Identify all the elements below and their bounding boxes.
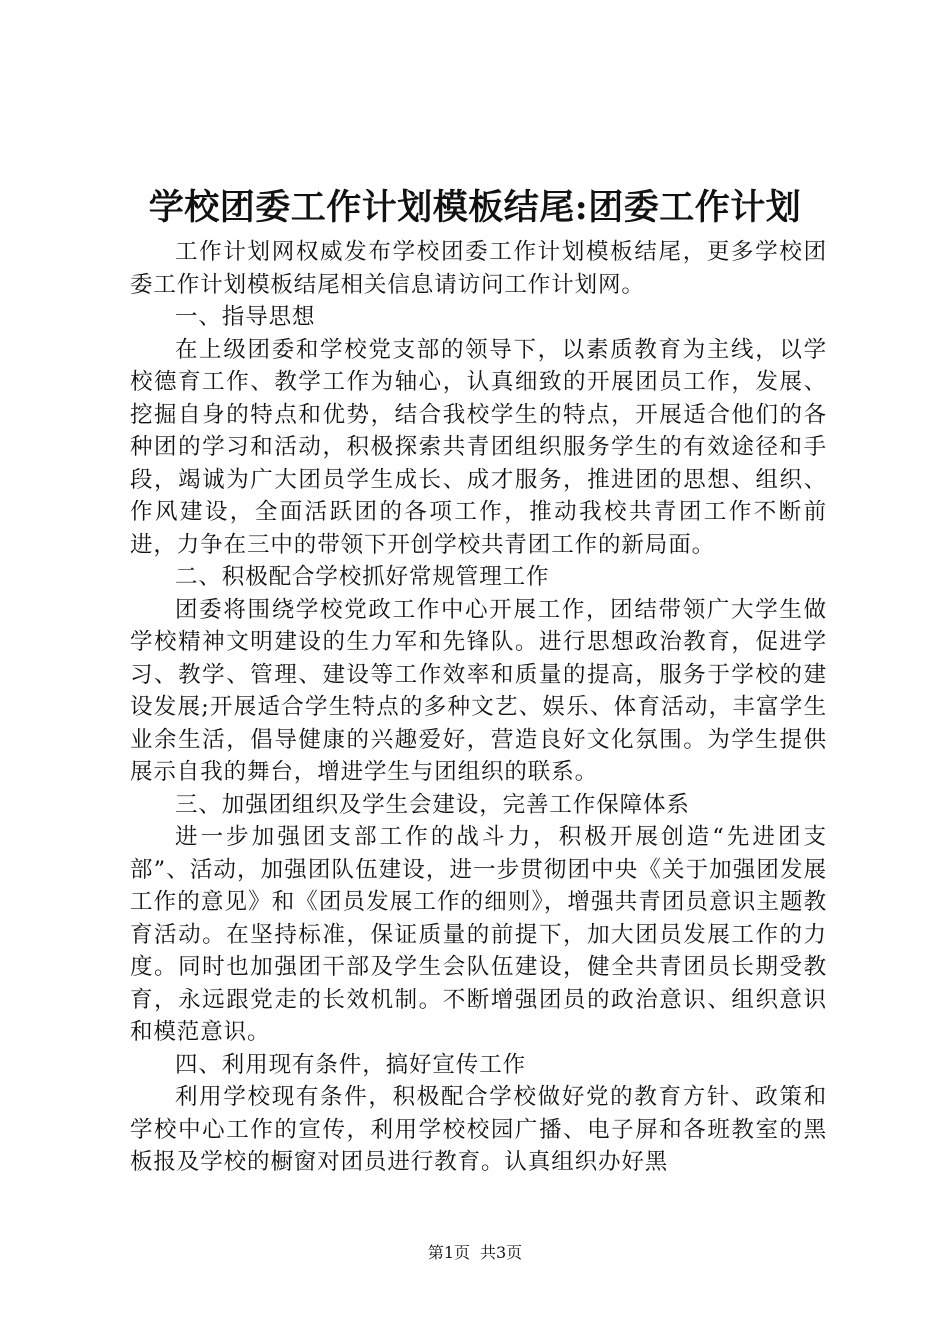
page-total: 共3页 (480, 1243, 523, 1262)
section-body-4: 利用学校现有条件，积极配合学校做好党的教育方针、政策和学校中心工作的宣传，利用学校校园广播、电子屏和各班教室的黑板报及学校的橱窗对团员进行教育。认真组织办好黑 (130, 1084, 827, 1175)
page-title: 学校团委工作计划模板结尾:团委工作计划 (148, 187, 802, 228)
intro-paragraph: 工作计划网权威发布学校团委工作计划模板结尾，更多学校团委工作计划模板结尾相关信息请访问工作计划网。 (130, 239, 827, 298)
page-footer (0, 1243, 950, 1263)
section-body-3: 进一步加强团支部工作的战斗力，积极开展创造“先进团支部”、活动，加强团队伍建设，进一步贯彻团中央《关于加强团发展工作的意见》和《团员发展工作的细则》，增强共青团员意识主题教育活动。在坚持标准，保证质量的前提下，加大团员发展工作的力度。同时也加强团干部及学生会队伍建设，健全共青团员长期受教育，永远跟党走的长效机制。不断增强团员的政治意识、组织意识和模范意识。 (130, 824, 827, 1045)
page-number: 第1页 (427, 1243, 470, 1262)
document-body (130, 236, 827, 1179)
section-heading-1: 一、指导思想 (175, 304, 316, 330)
section-heading-4: 四、利用现有条件，搞好宣传工作 (175, 1051, 527, 1078)
section-heading-3: 三、加强团组织及学生会建设，完善工作保障体系 (175, 791, 690, 818)
section-heading-2: 二、积极配合学校抓好常规管理工作 (175, 564, 550, 590)
section-body-2: 团委将围绕学校党政工作中心开展工作，团结带领广大学生做学校精神文明建设的生力军和先锋队。进行思想政治教育，促进学习、教学、管理、建设等工作效率和质量的提高，服务于学校的建设发展;开展适合学生特点的多种文艺、娱乐、体育活动，丰富学生业余生活，倡导健康的兴趣爱好，营造良好文化氛围。为学生提供展示自我的舞台，增进学生与团组织的联系。 (130, 596, 827, 785)
section-body-1: 在上级团委和学校党支部的领导下，以素质教育为主线，以学校德育工作、教学工作为轴心，认真细致的开展团员工作，发展、挖掘自身的特点和优势，结合我校学生的特点，开展适合他们的各种团的学习和活动，积极探索共青团组织服务学生的有效途径和手段，竭诚为广大团员学生成长、成才服务，推进团的思想、组织、作风建设，全面活跃团的各项工作，推动我校共青团工作不断前进，力争在三中的带领下开创学校共青团工作的新局面。 (130, 336, 827, 558)
